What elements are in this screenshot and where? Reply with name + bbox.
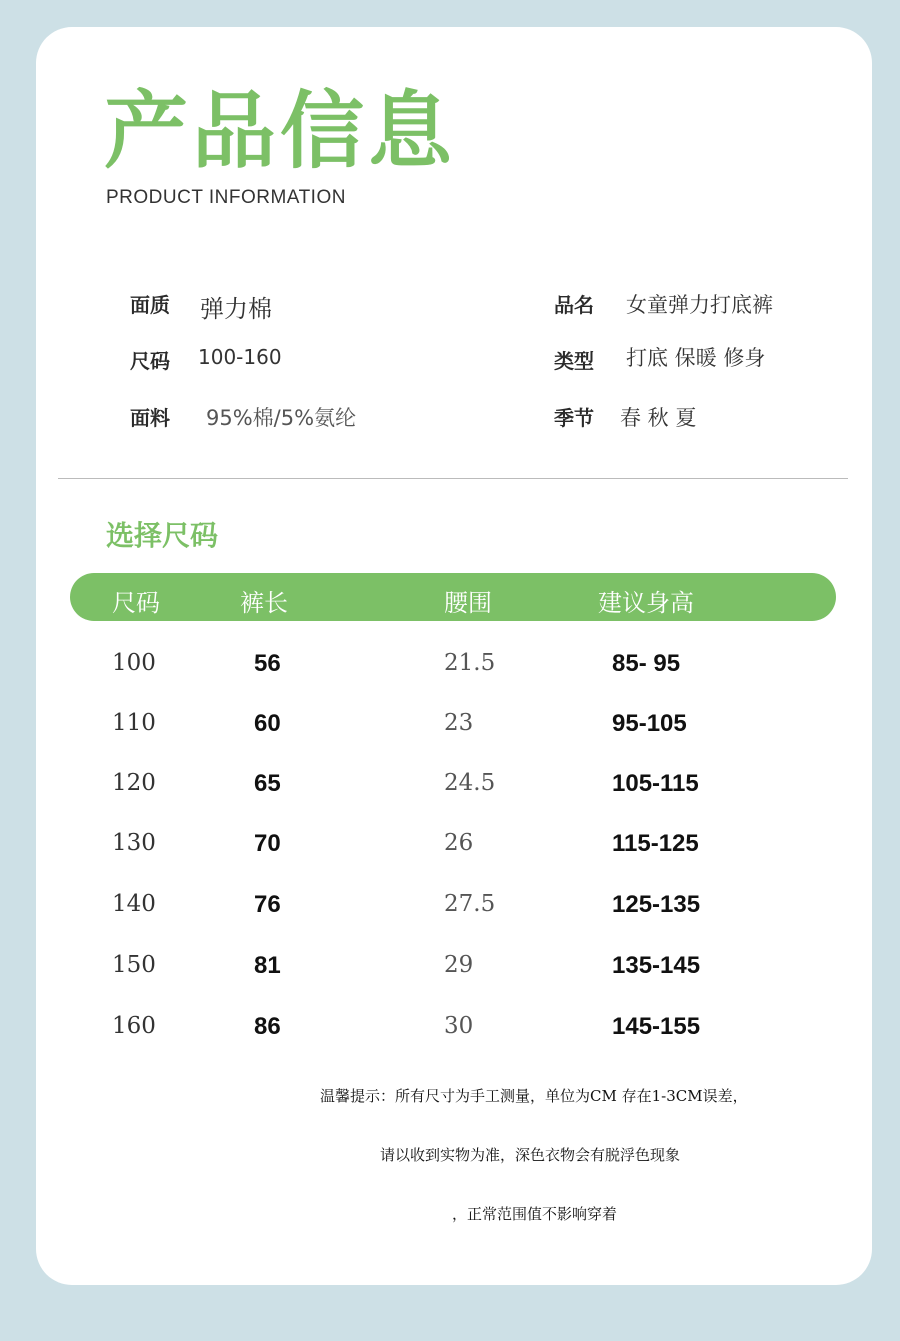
header-waist: 腰围 — [444, 589, 492, 617]
cell-length: 56 — [254, 650, 281, 677]
size-table-header — [70, 573, 836, 621]
season-label: 季节 — [554, 406, 594, 430]
fabric-quality-label: 面质 — [130, 293, 170, 317]
cell-length: 76 — [254, 891, 281, 918]
size-range-value: 100-160 — [198, 345, 282, 369]
cell-height: 145-155 — [612, 1013, 701, 1040]
cell-size: 140 — [112, 891, 156, 917]
cell-length: 65 — [254, 770, 281, 797]
cell-waist: 30 — [444, 1013, 474, 1039]
table-row — [36, 650, 872, 690]
type-label: 类型 — [554, 349, 594, 373]
cell-length: 81 — [254, 952, 281, 979]
cell-height: 135-145 — [612, 952, 701, 979]
size-range-label: 尺码 — [130, 349, 170, 373]
product-name-label: 品名 — [554, 293, 594, 317]
product-name-value: 女童弹力打底裤 — [626, 293, 773, 317]
note-line-2: 请以收到实物为准，深色衣物会有脱浮色现象 — [380, 1146, 681, 1164]
cell-waist: 26 — [444, 830, 474, 856]
cell-size: 160 — [112, 1013, 156, 1039]
cell-height: 95-105 — [612, 710, 687, 737]
cell-height: 105-115 — [612, 770, 699, 797]
fabric-quality-value: 弹力棉 — [200, 295, 272, 323]
cell-waist: 23 — [444, 710, 474, 736]
cell-size: 110 — [112, 710, 156, 736]
table-row — [36, 710, 872, 750]
header-height: 建议身高 — [598, 589, 694, 617]
table-row — [36, 952, 872, 992]
table-row — [36, 891, 872, 931]
material-value: 95%棉/5%氨纶 — [206, 406, 357, 430]
cell-length: 60 — [254, 710, 281, 737]
note-line-1: 温馨提示：所有尺寸为手工测量，单位为CM 存在1-3CM误差， — [320, 1087, 748, 1105]
season-value: 春 秋 夏 — [620, 406, 697, 430]
cell-size: 150 — [112, 952, 156, 978]
size-section-title: 选择尺码 — [106, 519, 219, 552]
cell-length: 70 — [254, 830, 281, 857]
cell-height: 85- 95 — [612, 650, 681, 677]
cell-size: 100 — [112, 650, 156, 676]
product-info-card — [36, 27, 872, 1285]
page-subtitle: PRODUCT INFORMATION — [106, 187, 346, 208]
type-value: 打底 保暖 修身 — [626, 346, 766, 370]
table-row — [36, 1013, 872, 1053]
cell-height: 115-125 — [612, 830, 699, 857]
cell-waist: 27.5 — [444, 891, 496, 917]
cell-size: 120 — [112, 770, 156, 796]
cell-waist: 21.5 — [444, 650, 496, 676]
note-line-3: ，正常范围值不影响穿着 — [452, 1205, 618, 1223]
cell-length: 86 — [254, 1013, 281, 1040]
page-title: 产品信息 — [104, 82, 457, 180]
cell-height: 125-135 — [612, 891, 701, 918]
cell-size: 130 — [112, 830, 156, 856]
divider — [58, 478, 848, 479]
material-label: 面料 — [130, 406, 170, 430]
header-size: 尺码 — [112, 589, 160, 617]
header-length: 裤长 — [240, 589, 288, 617]
cell-waist: 24.5 — [444, 770, 496, 796]
table-row — [36, 830, 872, 870]
table-row — [36, 770, 872, 810]
cell-waist: 29 — [444, 952, 474, 978]
